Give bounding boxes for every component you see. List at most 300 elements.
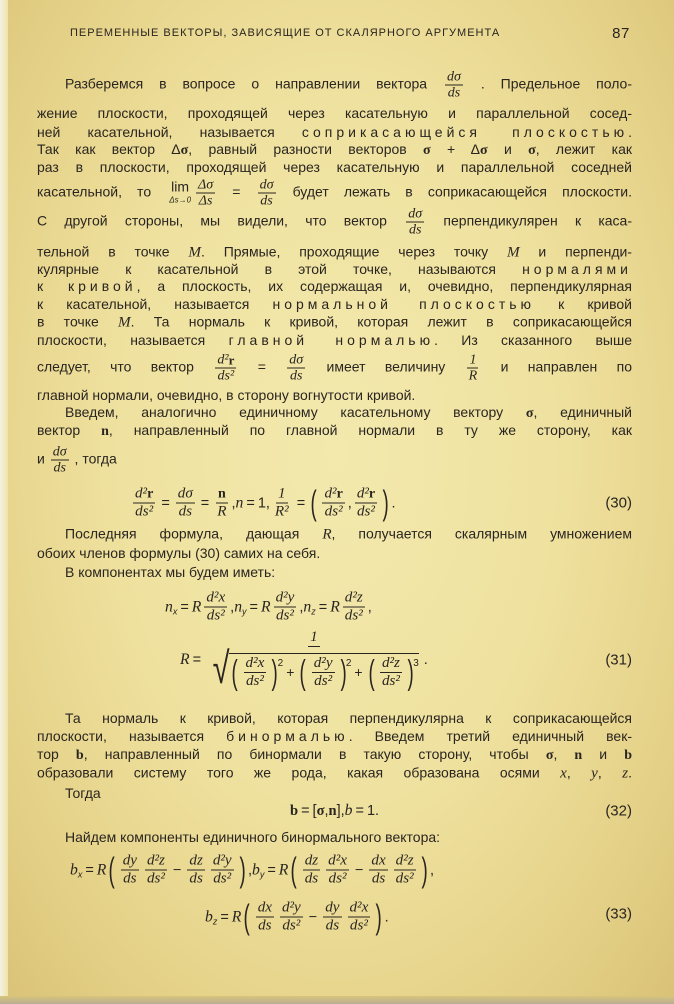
- equation-number: (31): [605, 651, 632, 669]
- equation-number: (32): [605, 802, 632, 820]
- text-run: , направленный по главной нормали в ту же сторону, как: [108, 422, 632, 438]
- fraction-numerator: [355, 486, 377, 504]
- text-run: кулярные к касательной в этой точке, называются: [37, 261, 523, 277]
- text-run: Найдем компоненты единичного бинормального вектора:: [65, 829, 441, 845]
- fraction-denominator: [215, 369, 236, 384]
- text-run: . Предельное поло-: [464, 75, 632, 92]
- vector-symbol: b: [290, 802, 299, 819]
- symbol-base: b: [205, 908, 213, 925]
- text-run: ,: [347, 495, 352, 511]
- text-run: ,: [597, 764, 623, 781]
- symbol-subscript: x: [77, 869, 83, 879]
- math-expression: ds²: [245, 673, 264, 689]
- text-run: будет лежать в соприкасающейся плоскости.: [277, 183, 632, 200]
- fraction-denominator: [121, 871, 138, 888]
- math-expression: d²z: [381, 655, 400, 671]
- radicand: [229, 653, 419, 691]
- left-paren: (: [108, 851, 116, 889]
- math-expression: R: [217, 503, 227, 520]
- math-expression: ds²: [328, 870, 347, 887]
- parenthesized-group: [297, 655, 351, 690]
- math-expression: ds²: [282, 917, 301, 934]
- text-run: , а плоскость, их содержащая и, очевидно, перпендикулярная: [136, 278, 632, 294]
- math-expression: dz: [304, 852, 319, 869]
- fraction-numerator: [445, 70, 463, 86]
- math-expression: Δs: [198, 192, 213, 209]
- text-line: [37, 386, 632, 404]
- text-line: [37, 525, 632, 544]
- text-run: , тогда: [70, 450, 117, 467]
- math-expression: R: [468, 367, 478, 384]
- text-line: [37, 403, 632, 423]
- subscripted-symbol: [165, 598, 177, 616]
- text-run: к кривой: [535, 296, 633, 312]
- text-run: ,: [566, 764, 592, 781]
- fraction: [121, 853, 139, 888]
- subscripted-symbol: [205, 908, 217, 926]
- text-run: имеет величину: [307, 358, 465, 375]
- math-symbol: d²: [324, 485, 337, 502]
- math-symbol: d²: [356, 485, 369, 502]
- square-root: [209, 644, 419, 693]
- text-run: Та нормаль к кривой, которая перпендикулярна к соприкасающейся: [65, 710, 632, 726]
- fraction: [211, 853, 234, 888]
- text-run: и направлен по: [481, 358, 632, 375]
- text-run: и: [487, 141, 529, 157]
- math-operator: =: [318, 599, 328, 615]
- fraction: [274, 590, 297, 625]
- math-expression: ds²: [275, 607, 294, 624]
- math-symbol: R: [191, 598, 202, 615]
- text-run: , получается скалярным умножением: [331, 525, 633, 542]
- math-expression: ds: [447, 84, 461, 101]
- math-symbol: R: [261, 598, 271, 615]
- text-run: тор: [37, 746, 76, 762]
- math-symbol: b: [344, 802, 353, 819]
- text-run: ,: [230, 599, 235, 615]
- math-operator: =: [267, 862, 276, 878]
- symbol-base: b: [252, 861, 260, 878]
- math-expression: ds²: [324, 503, 343, 520]
- right-paren: ): [382, 484, 389, 522]
- fraction: [215, 486, 228, 521]
- text-run: + Δ: [430, 141, 481, 157]
- math-expression: dσ: [52, 443, 67, 460]
- text-run: . Та нормаль к кривой, которая лежит в соприкасающейся: [130, 313, 632, 330]
- math-operator: =: [85, 862, 94, 878]
- fraction: [406, 207, 424, 238]
- subscripted-symbol: [303, 598, 315, 616]
- fraction: [355, 486, 377, 521]
- equation: [180, 629, 428, 691]
- text-line: [37, 104, 632, 122]
- text-run: . Из сказанного выше: [434, 332, 632, 348]
- page-edge-bottom: [0, 996, 674, 1004]
- math-expression: dσ: [177, 485, 193, 502]
- vector-symbol: r: [368, 486, 376, 502]
- math-operator: =: [246, 495, 255, 511]
- vector-symbol: σ: [423, 143, 431, 158]
- text-line: [37, 563, 632, 581]
- page-number: 87: [612, 25, 630, 42]
- text-run: 1,: [257, 495, 270, 511]
- text-line: [37, 828, 632, 846]
- math-expression: dσ: [408, 205, 423, 222]
- fraction-denominator: [446, 86, 462, 101]
- math-symbol: y: [591, 765, 598, 782]
- math-expression: ds: [289, 367, 303, 384]
- fraction: [51, 445, 69, 476]
- math-expression: ds: [260, 192, 273, 209]
- fraction: [258, 178, 276, 209]
- math-expression: dx: [257, 899, 272, 916]
- text-line: [37, 445, 632, 476]
- text-run: касательной, то: [37, 183, 167, 200]
- spaced-term: нормальной плоскостью: [272, 296, 536, 312]
- math-expression: ds²: [344, 607, 363, 624]
- text-run: раз в плоскости, проходящей через касательную и параллельной соседней: [37, 159, 632, 175]
- math-expression: Δσ: [198, 176, 214, 193]
- math-expression: d²y: [313, 655, 333, 671]
- text-run: тельной в точке: [37, 243, 189, 260]
- math-expression: ds²: [146, 870, 165, 887]
- fraction-numerator: [121, 853, 139, 871]
- math-expression: dy: [325, 899, 340, 916]
- text-run: . Введем третий единичный век-: [348, 728, 632, 744]
- math-expression: ds²: [206, 607, 225, 624]
- fraction-numerator: [303, 853, 320, 871]
- symbol-base: n: [303, 598, 312, 615]
- fraction-numerator: [380, 655, 402, 673]
- symbol-base: b: [70, 861, 78, 878]
- math-symbol: R: [96, 861, 107, 878]
- text-line: [37, 727, 632, 745]
- left-paren: (: [290, 851, 298, 889]
- exponent: 3: [413, 658, 419, 669]
- text-run: В компонентах мы будем иметь:: [65, 564, 276, 580]
- math-expression: ds²: [135, 503, 154, 520]
- vector-symbol: r: [147, 486, 154, 502]
- math-expression: ds²: [217, 367, 235, 384]
- fraction-numerator: [348, 900, 371, 918]
- text-run: , единичный: [533, 404, 632, 420]
- fraction: [215, 353, 236, 384]
- math-symbol: d²: [135, 485, 148, 502]
- fraction: [273, 486, 291, 521]
- text-run: ней касательной, называется: [37, 124, 302, 140]
- math-expression: ds²: [381, 673, 400, 689]
- text-run: ,: [299, 599, 304, 615]
- math-operator: =: [249, 599, 258, 615]
- text-run: главной нормали, очевидно, в сторону вогнутости кривой.: [37, 387, 416, 403]
- text-run: .: [628, 764, 633, 781]
- fraction-denominator: [211, 871, 233, 888]
- right-paren: ): [340, 653, 347, 692]
- fraction-numerator: [322, 486, 344, 504]
- math-expression: d²x: [245, 655, 265, 671]
- text-line: [37, 313, 632, 332]
- spaced-term: бинормалью: [226, 728, 349, 744]
- math-expression: R²: [274, 503, 289, 520]
- text-line: [37, 421, 632, 441]
- fraction-denominator: [274, 608, 296, 625]
- left-paren: (: [368, 653, 375, 692]
- math-operator: =: [161, 495, 170, 511]
- right-paren: ): [239, 851, 246, 889]
- fraction-numerator: [176, 486, 195, 504]
- math-operator: =: [301, 803, 310, 819]
- symbol-base: n: [234, 598, 243, 615]
- spaced-term: нормалями: [522, 261, 632, 277]
- math-expression: ds²: [395, 870, 414, 887]
- text-run: ,: [429, 862, 434, 878]
- vector-symbol: r: [336, 486, 343, 502]
- math-expression: dσ: [259, 176, 274, 193]
- vector-symbol: σ: [316, 802, 325, 819]
- right-paren: ): [421, 851, 428, 889]
- text-run: ,: [247, 862, 252, 878]
- text-run: и перпенди-: [519, 243, 632, 260]
- math-expression: 1: [278, 485, 286, 502]
- math-expression: ds: [258, 917, 272, 934]
- text-run: Последняя формула, дающая: [65, 525, 323, 542]
- math-expression: d²z: [344, 589, 363, 606]
- math-expression: dy: [122, 852, 137, 869]
- math-expression: d²y: [281, 899, 301, 916]
- math-expression: d²z: [395, 852, 414, 869]
- fraction-numerator: [323, 900, 341, 918]
- fraction-denominator: [343, 608, 365, 625]
- limit-operator: [169, 180, 191, 206]
- text-run: .: [423, 652, 428, 668]
- text-run: Разберемся в вопросе о направлении вектора: [65, 75, 443, 92]
- math-symbol: n: [235, 494, 244, 511]
- right-paren: ): [375, 898, 383, 936]
- text-run: вектор: [37, 422, 102, 438]
- fraction-numerator: [51, 445, 69, 461]
- math-operator: −: [172, 862, 182, 878]
- exponent: 2: [345, 658, 352, 669]
- text-line: [37, 123, 632, 141]
- math-symbol: R: [180, 651, 190, 668]
- text-run: [: [312, 803, 317, 819]
- fraction-denominator: [394, 871, 416, 888]
- text-run: образовали систему того же рода, какая образована осями: [37, 764, 561, 781]
- fraction-denominator: [327, 871, 349, 888]
- fraction-numerator: [326, 853, 349, 871]
- math-expression: ds: [189, 870, 203, 887]
- vector-symbol: σ: [180, 143, 189, 158]
- equation: [205, 900, 389, 935]
- fraction-denominator: [380, 673, 402, 690]
- math-expression: dx: [371, 852, 386, 869]
- fraction-numerator: [145, 853, 167, 871]
- vector-symbol: n: [101, 424, 109, 439]
- vector-symbol: n: [328, 802, 337, 819]
- fraction: [343, 590, 365, 625]
- text-run: . Прямые, проходящие через точку: [201, 243, 507, 260]
- math-symbol: x: [560, 765, 567, 782]
- parenthesized-group: [366, 655, 419, 690]
- fraction-denominator: [51, 461, 67, 476]
- fraction-denominator: [187, 871, 204, 888]
- math-symbol: R: [231, 908, 242, 925]
- subscripted-symbol: [252, 861, 264, 879]
- fraction: [322, 486, 344, 521]
- math-symbol: d²: [217, 351, 229, 368]
- fraction-numerator: [211, 853, 234, 871]
- fraction: [204, 590, 227, 625]
- math-expression: dz: [189, 852, 203, 869]
- fraction-denominator: [303, 871, 320, 888]
- text-line: [37, 140, 632, 160]
- fraction: [280, 900, 303, 935]
- math-expression: ds: [371, 870, 386, 887]
- text-run: и: [37, 450, 49, 467]
- vector-symbol: σ: [545, 748, 554, 763]
- fraction: [303, 853, 320, 888]
- text-line: [37, 745, 632, 765]
- fraction-denominator: [273, 504, 291, 521]
- math-operator: +: [286, 664, 295, 680]
- subscripted-symbol: [234, 598, 246, 616]
- fraction: [207, 629, 421, 691]
- equation: [290, 802, 379, 820]
- fraction-denominator: [215, 504, 228, 521]
- fraction-denominator: [256, 918, 273, 935]
- math-expression: dσ: [447, 68, 461, 85]
- fraction-denominator: [244, 673, 266, 690]
- fraction: [380, 655, 402, 690]
- vector-symbol: b: [75, 748, 84, 763]
- text-run: ,: [231, 495, 236, 511]
- right-paren: ): [271, 653, 279, 692]
- math-expression: dσ: [289, 351, 304, 368]
- fraction-numerator: [244, 655, 267, 673]
- fraction-denominator: [280, 918, 302, 935]
- symbol-subscript: z: [311, 606, 316, 616]
- fraction-numerator: [406, 207, 424, 223]
- fraction-numerator: [274, 590, 297, 608]
- text-line: [37, 784, 632, 802]
- text-run: , равный разности векторов: [188, 141, 424, 157]
- fraction: [133, 486, 155, 521]
- vector-symbol: σ: [528, 143, 536, 158]
- math-operator: +: [354, 664, 363, 680]
- fraction: [445, 70, 463, 101]
- text-run: перпендикулярен к каса-: [426, 212, 632, 229]
- math-expression: d²y: [212, 852, 232, 869]
- fraction-numerator: [216, 486, 228, 504]
- text-run: к касательной, называется: [37, 296, 273, 312]
- math-expression: 1: [469, 351, 477, 368]
- text-run: Введем, аналогично единичному касательному вектору: [65, 404, 526, 420]
- text-run: следует, что вектор: [37, 358, 214, 375]
- fraction-denominator: [145, 871, 167, 888]
- running-header: [70, 27, 630, 45]
- text-line: [37, 260, 632, 278]
- limit-condition: Δs→0: [169, 195, 192, 204]
- equation: [130, 486, 396, 521]
- fraction: [323, 900, 341, 935]
- text-run: жение плоскости, проходящей через касательную и параллельной сосед-: [37, 105, 632, 121]
- math-symbol: R: [278, 861, 289, 878]
- text-run: ],: [336, 803, 345, 819]
- fraction-numerator: [204, 590, 227, 608]
- fraction: [287, 353, 305, 384]
- fraction-denominator: [467, 369, 480, 384]
- text-run: Тогда: [65, 785, 101, 801]
- text-run: =: [217, 183, 256, 200]
- text-run: в точке: [37, 313, 119, 330]
- math-operator: =: [192, 652, 202, 668]
- fraction-numerator: [394, 853, 416, 871]
- symbol-subscript: y: [259, 869, 265, 879]
- symbol-subscript: y: [242, 606, 247, 616]
- fraction: [196, 178, 215, 209]
- left-paren: (: [299, 653, 307, 692]
- spaced-term: главной нормалью: [228, 332, 435, 348]
- math-operator: =: [296, 495, 306, 511]
- math-operator: =: [200, 495, 210, 511]
- math-symbol: M: [188, 244, 202, 261]
- text-run: плоскости, называется: [37, 332, 229, 348]
- text-run: обоих членов формулы (30) самих на себя.: [37, 545, 321, 561]
- fraction: [187, 853, 204, 888]
- math-expression: ds: [123, 870, 137, 887]
- equation: [165, 590, 372, 625]
- math-operator: =: [220, 909, 229, 925]
- equation: [70, 853, 434, 888]
- text-line: [37, 277, 632, 295]
- parenthesized-group: [106, 853, 248, 888]
- fraction-numerator: [312, 655, 335, 673]
- math-operator: =: [355, 803, 364, 819]
- subscripted-symbol: [70, 861, 82, 879]
- fraction-numerator: [256, 900, 274, 918]
- fraction-numerator: [467, 353, 478, 369]
- fraction-denominator: [370, 871, 387, 888]
- fraction-denominator: [205, 608, 227, 625]
- fraction-denominator: [323, 504, 345, 521]
- fraction: [326, 853, 349, 888]
- math-operator: =: [180, 599, 189, 615]
- text-line: [37, 295, 632, 313]
- parenthesized-group: [288, 853, 430, 888]
- math-expression: ds: [408, 221, 422, 238]
- right-paren: ): [407, 653, 414, 692]
- fraction-denominator: [133, 504, 155, 521]
- math-expression: d²z: [146, 852, 165, 869]
- math-symbol: R: [322, 526, 332, 543]
- fraction: [348, 900, 371, 935]
- fraction-denominator: [407, 223, 423, 238]
- math-expression: 1: [310, 629, 318, 645]
- math-expression: d²x: [328, 852, 347, 869]
- text-run: .: [384, 909, 389, 925]
- text-run: .: [628, 124, 632, 140]
- fraction-numerator: [308, 629, 320, 647]
- fraction-denominator: [324, 918, 341, 935]
- text-line: [37, 764, 632, 783]
- fraction-numerator: [280, 900, 303, 918]
- fraction: [467, 353, 480, 384]
- fraction-denominator: [348, 918, 370, 935]
- fraction-denominator: [355, 504, 377, 521]
- math-symbol: R: [330, 598, 340, 615]
- limit-label: lim: [171, 178, 190, 194]
- equation-number: (30): [605, 494, 632, 512]
